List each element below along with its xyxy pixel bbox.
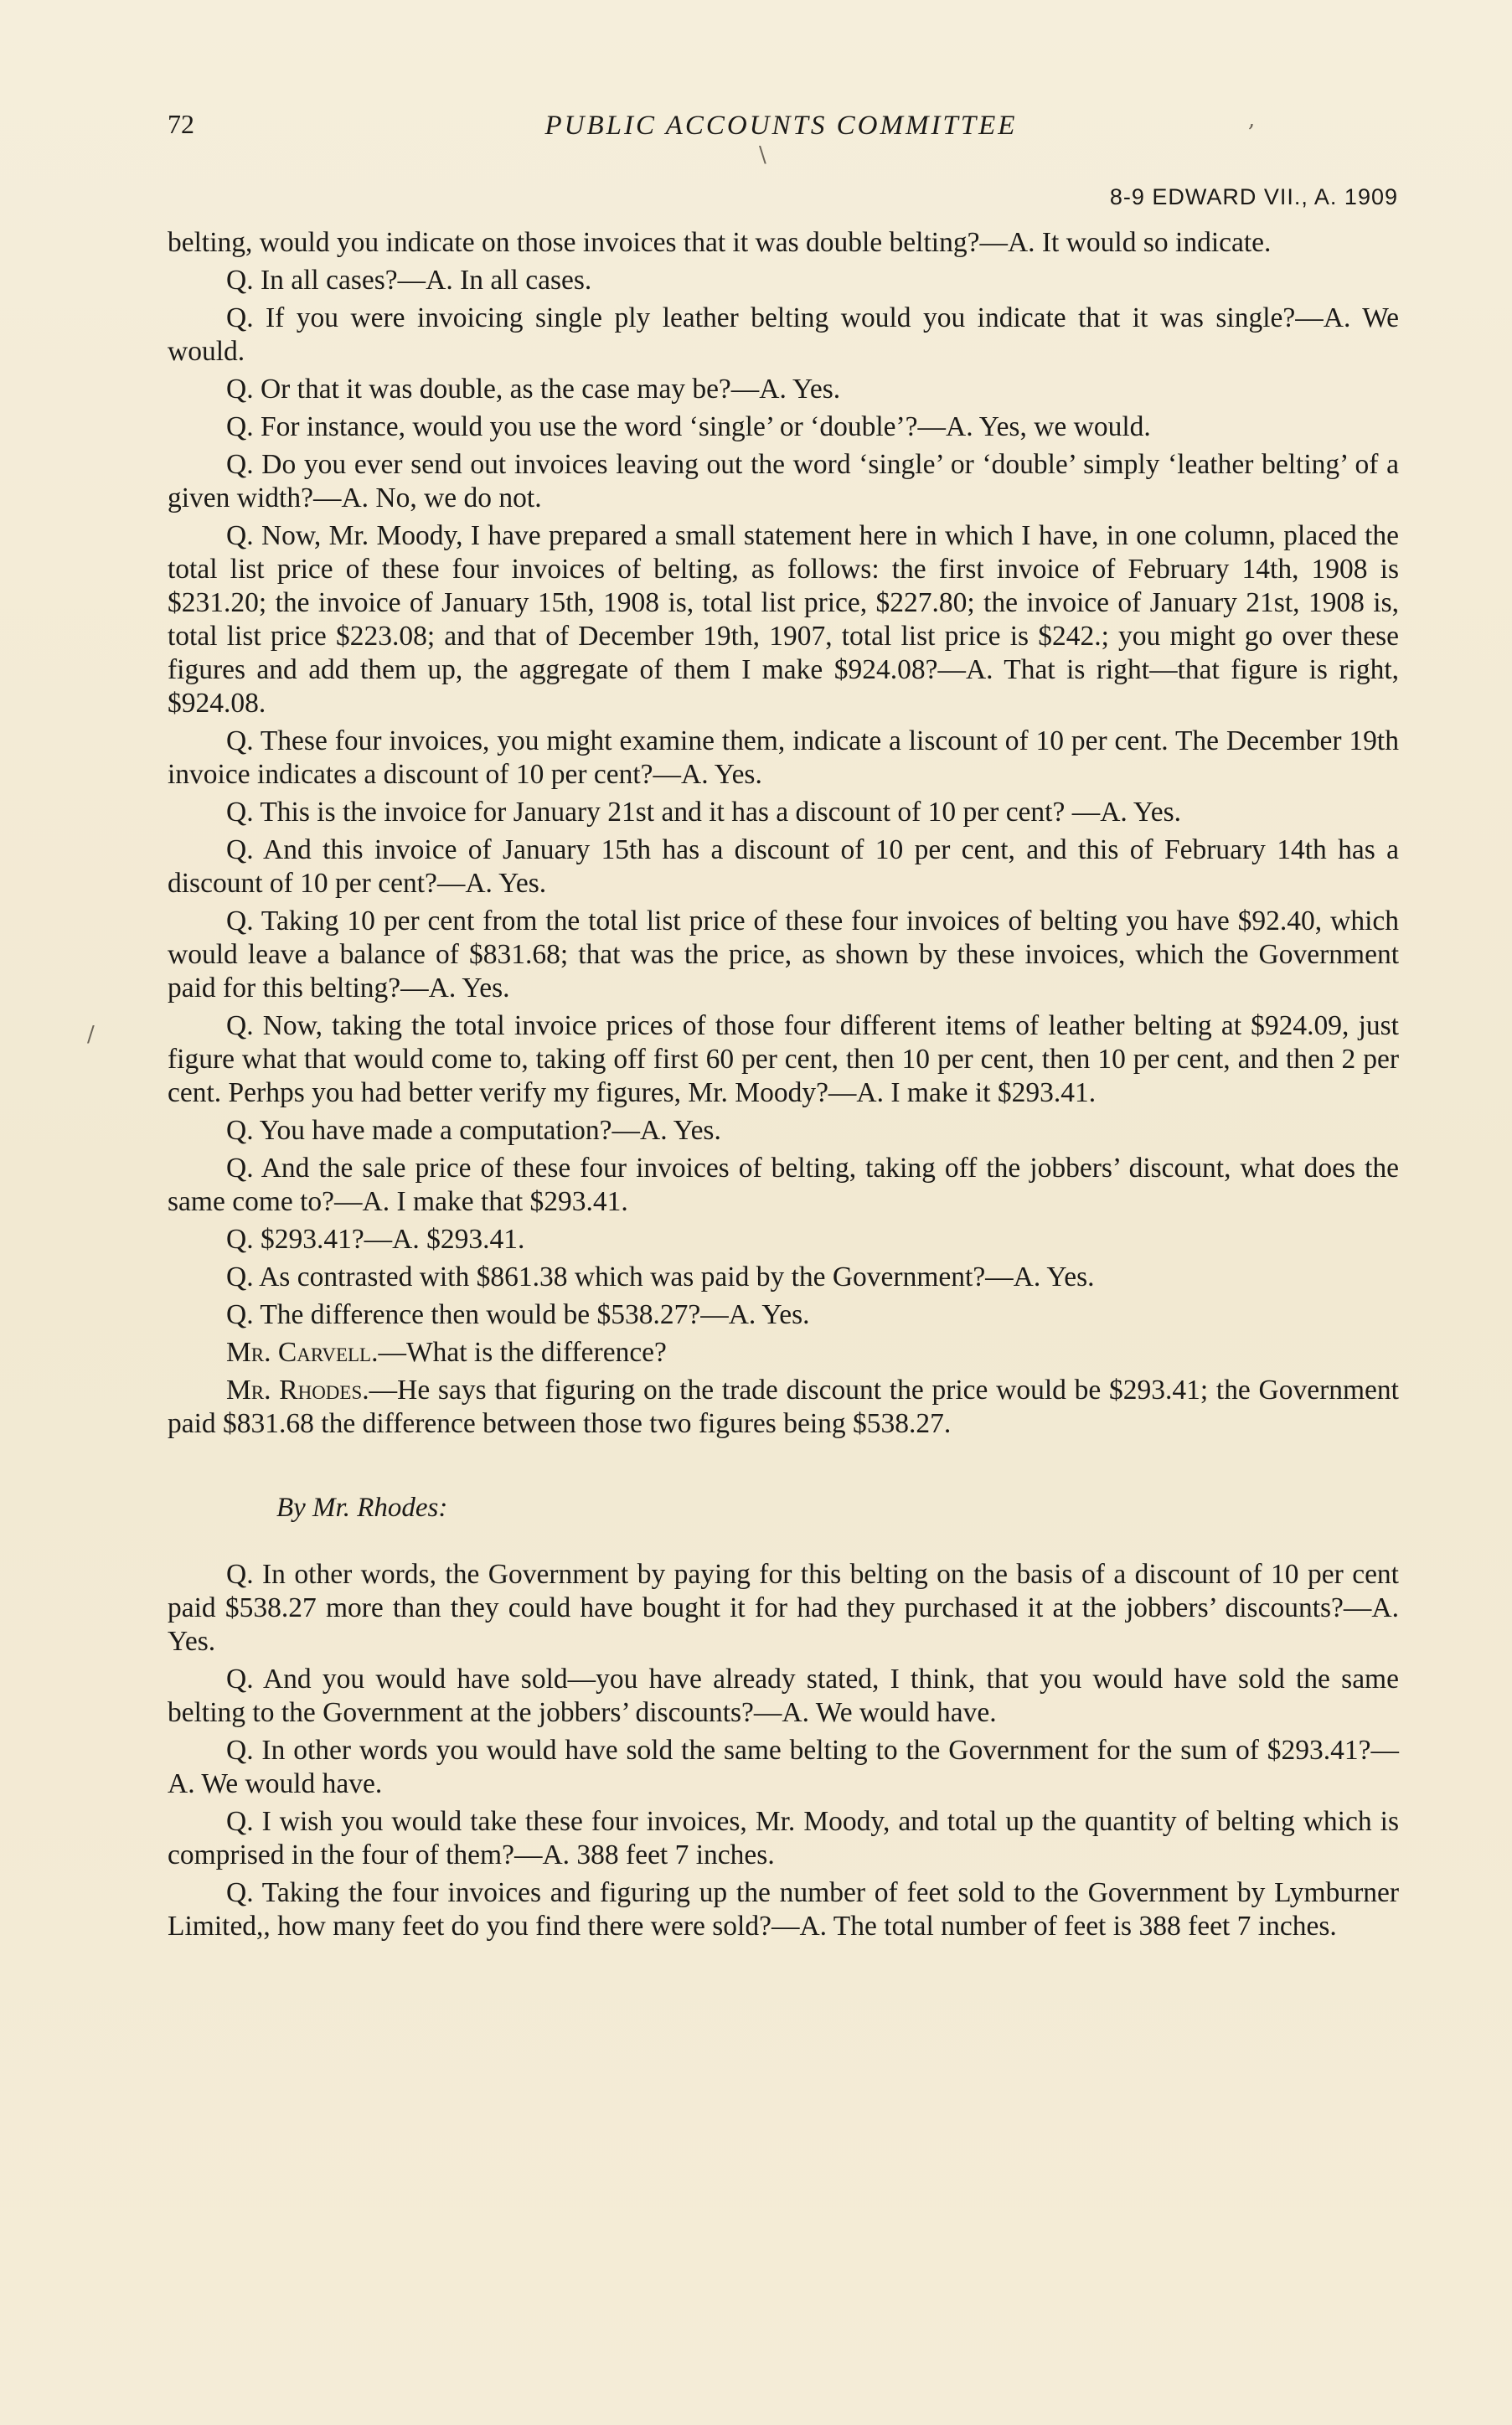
page-number: 72: [168, 109, 194, 139]
speaker-text: —He says that figuring on the trade discount the price would be $293.41; the Government paid $831.68 the difference between those two figures being $538.27.: [168, 1375, 1399, 1439]
paragraph: Q. These four invoices, you might examine them, indicate a liscount of 10 per cent. The December 19th invoice indicates a discount of 10 per cent?—A. Yes.: [168, 725, 1399, 790]
paragraph: Q. Do you ever send out invoices leaving out the word ‘single’ or ‘double’ simply ‘leather belting’ of a given width?—A. No, we do not.: [168, 449, 1399, 513]
paragraph: belting, would you indicate on those invoices that it was double belting?—A. It would so indicate.: [168, 227, 1272, 258]
stray-mark: /: [87, 1022, 95, 1047]
paragraph: Q. If you were invoicing single ply leather belting would you indicate that it was single?—A. We would.: [168, 302, 1399, 367]
stray-mark: \: [759, 142, 766, 168]
paragraph: Q. In other words, the Government by paying for this belting on the basis of a discount of 10 per cent paid $538.27 more than they could have bought it for had they purchased it at the jobbers’ discounts?—A. Yes.: [168, 1559, 1399, 1657]
speaker-name: Mr. Rhodes.: [226, 1375, 369, 1406]
speaker-name: Mr. Carvell.: [226, 1337, 379, 1368]
speaker-text: —What is the difference?: [378, 1337, 667, 1368]
paragraph: Q. In other words you would have sold the same belting to the Government for the sum of $293.41?—A. We would have.: [168, 1735, 1399, 1799]
section-heading: By Mr. Rhodes:: [276, 1493, 448, 1523]
session-designation: 8-9 EDWARD VII., A. 1909: [1109, 184, 1398, 209]
paragraph: Q. And this invoice of January 15th has a discount of 10 per cent, and this of February 14th has a discount of 10 per cent?—A. Yes.: [168, 834, 1399, 899]
paragraph: Q. $293.41?—A. $293.41.: [226, 1224, 525, 1255]
paragraph: Q. This is the invoice for January 21st and it has a discount of 10 per cent? —A. Yes.: [226, 797, 1182, 828]
paragraph: Q. In all cases?—A. In all cases.: [226, 265, 592, 296]
paragraph: Q. Now, taking the total invoice prices of those four different items of leather belting at $924.09, just figure what that would come to, taking off first 60 per cent, then 10 per cent, then 10 per cent, and then 2 per cent. Perhps you had better verify my figures, Mr. Moody?—A. I make it $293.41.: [168, 1010, 1399, 1108]
running-title: PUBLIC ACCOUNTS COMMITTEE: [544, 111, 1018, 141]
paragraph: Q. You have made a computation?—A. Yes.: [226, 1115, 721, 1146]
paragraph: Q. Taking the four invoices and figuring up the number of feet sold to the Government by Lymburner Limited,, how many feet do you find there were sold?—A. The total number of feet is 388 feet 7 inches.: [168, 1877, 1399, 1942]
paragraph: Q. And you would have sold—you have already stated, I think, that you would have sold the same belting to the Government at the jobbers’ discounts?—A. We would have.: [168, 1664, 1399, 1728]
paragraph: Q. And the sale price of these four invoices of belting, taking off the jobbers’ discount, what does the same come to?—A. I make that $293.41.: [168, 1153, 1399, 1217]
speaker-paragraph-carvell: [168, 1336, 1399, 1370]
paragraph: Q. I wish you would take these four invoices, Mr. Moody, and total up the quantity of belting which is comprised in the four of them?—A. 388 feet 7 inches.: [168, 1806, 1399, 1870]
paragraph: Q. The difference then would be $538.27?—A. Yes.: [226, 1299, 810, 1330]
body-text: [168, 226, 1399, 1948]
paragraph: Q. Now, Mr. Moody, I have prepared a small statement here in which I have, in one column, placed the total list price of these four invoices of belting, as follows: the first invoice of February 14th, 1908 is $231.20; the invoice of January 15th, 1908 is, total list price, $227.80; the invoice of January 21st, 1908 is, total list price $223.08; and that of December 19th, 1907, total list price is $242.; you might go over these figures and add them up, the aggregate of them I make $924.08?—A. That is right—that figure is right, $924.08.: [168, 520, 1399, 719]
paragraph: Q. For instance, would you use the word ‘single’ or ‘double’?—A. Yes, we would.: [226, 411, 1151, 442]
paragraph: Q. As contrasted with $861.38 which was paid by the Government?—A. Yes.: [226, 1262, 1095, 1292]
paragraph: Q. Taking 10 per cent from the total list price of these four invoices of belting you have $92.40, which would leave a balance of $831.68; that was the price, as shown by these invoices, which the Government paid for this belting?—A. Yes.: [168, 906, 1399, 1004]
stray-mark: ,: [1248, 107, 1256, 132]
paragraph: Q. Or that it was double, as the case may be?—A. Yes.: [226, 374, 841, 405]
speaker-paragraph-rhodes: [168, 1374, 1399, 1441]
